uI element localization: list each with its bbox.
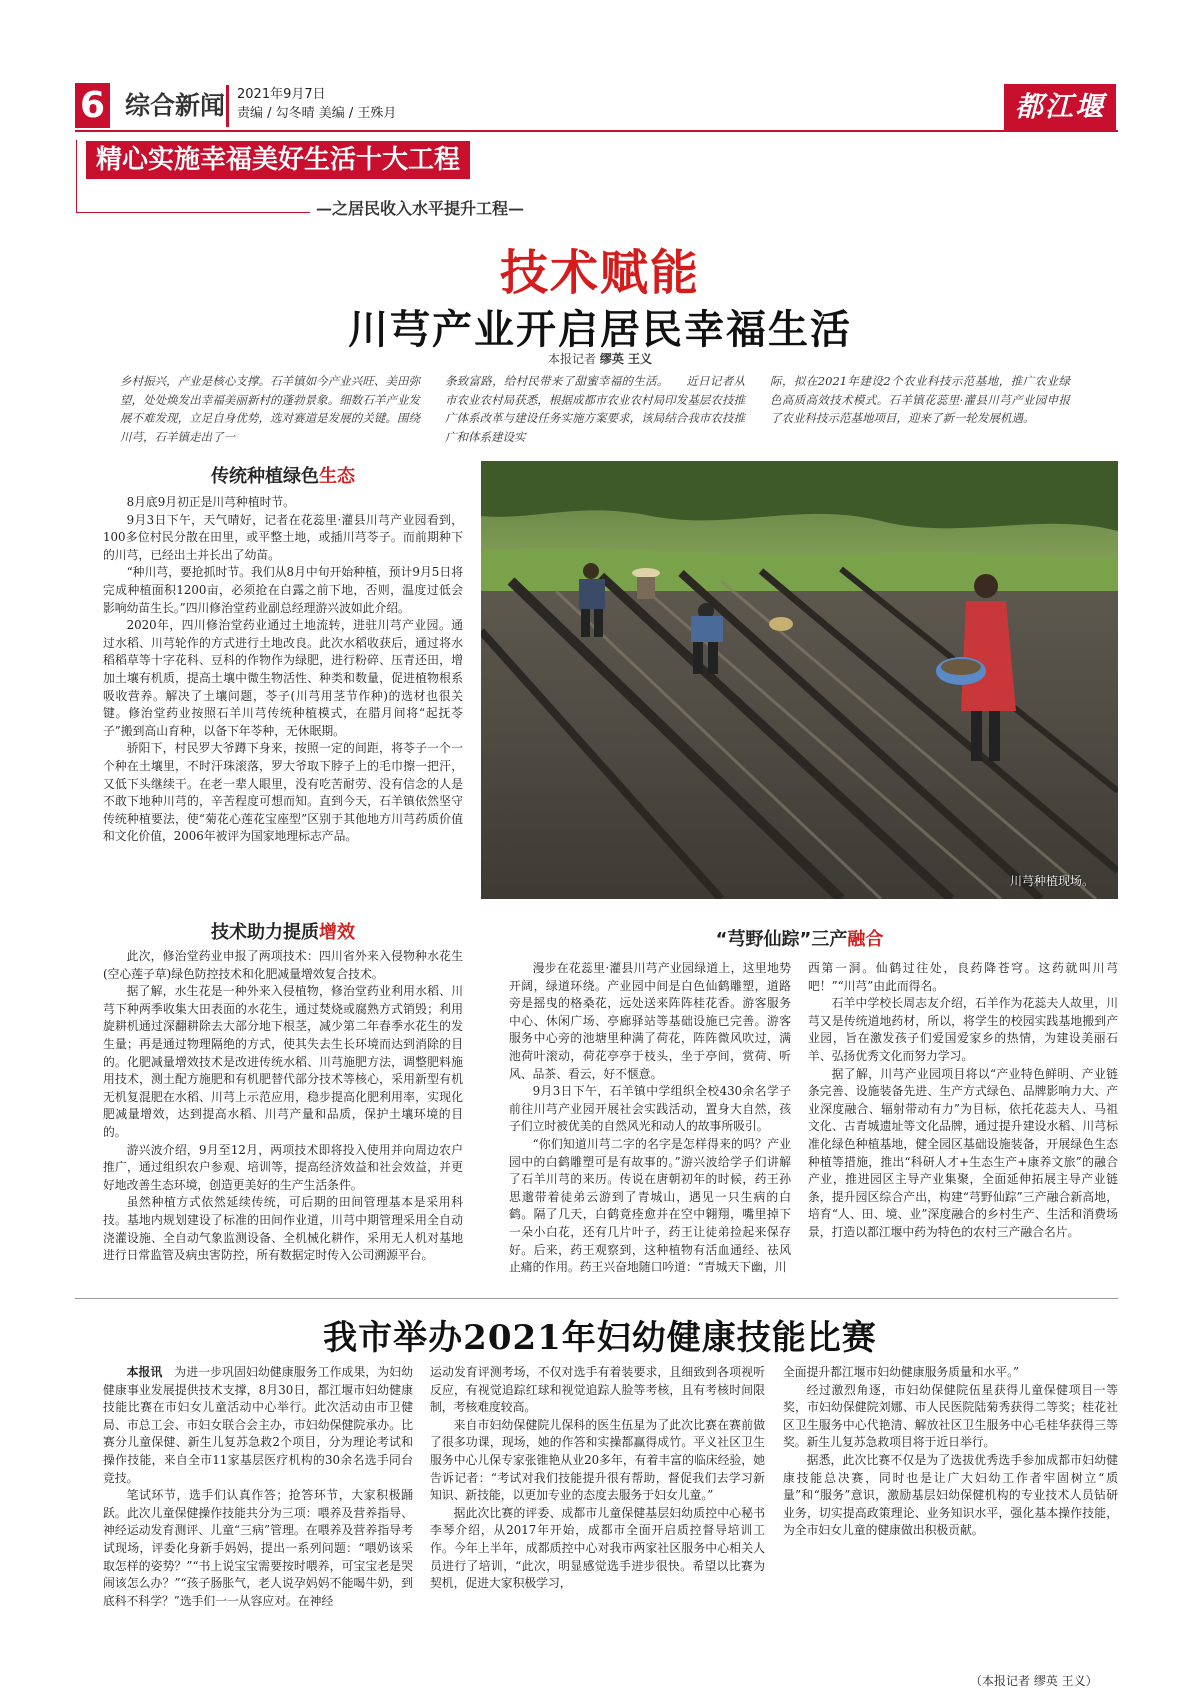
byline-prefix: 本报记者 (547, 352, 596, 366)
paragraph: 石羊中学校长周志友介绍，石羊作为花蕊夫人故里，川芎又是传统道地药材，所以，将学生的校园实践基地搬到产业园，旨在激发孩子们爱国爱家乡的热情，为建设美丽石羊、弘扬优秀文化而努力学习。 (808, 996, 1118, 1063)
paragraph: 据了解，水生花是一种外来入侵植物，修治堂药业利用水稻、川芎下种两季收集大田表面的水花生，通过焚烧或腐熟方式销毁；利用旋耕机通过深翻耕除去大部分地下根茎，减少第二年春季水花生的发生量；再是通过物理隔绝的方式，使其失去生长环境而达到消除的目的。化肥减量增效技术是改进传统水稻、川芎施肥方法，调整肥料施用技术，测土配方施肥和有机肥替代部分技术等核心，采用新型有机无机复混肥在水稻、川芎上示范应用，稳步提高化肥利用率，实现化肥减量增效，达到提高水稻、川芎产量和品质，保护土壤环境的目的。 (103, 984, 463, 1139)
byline-names: 缪英 王义 (599, 352, 653, 366)
article-divider (75, 1298, 1118, 1299)
section-name: 综合新闻 (125, 91, 226, 120)
article2-col-3 (783, 1364, 1118, 1540)
paragraph: 虽然种植方式依然延续传统，可后期的田间管理基本是采用科技。基地内规划建设了标准的田间作业道，川芎中期管理采用全自动浇灌设施、全自动气象监测设备、全机械化耕作，采用无人机对基地进行日常监管及病虫害防控，所有数据定时传入公司溯源平台。 (103, 1195, 463, 1263)
basket (769, 617, 793, 631)
paragraph: 游兴波介绍，9月至12月，两项技术即将投入使用并向周边农户推广，通过组织农户参观、培训等，提高经济效益和社会效益，并更好地改善生态环境，创造更美好的生产生活条件。 (103, 1142, 463, 1192)
newspaper-logo: 都江堰报 (1004, 84, 1116, 130)
series-title: 精心实施幸福美好生活十大工程 (86, 141, 470, 179)
issue-date: 2021年9月7日 (237, 87, 326, 102)
paragraph: 来自市妇幼保健院儿保科的医生伍星为了此次比赛在赛前做了很多功课，现场，她的作答和实操都赢得成竹。平义社区卫生服务中心儿保专家张锥艳从业20多年，有着丰富的临床经验，她告诉记者：“考试对我们技能提升很有帮助，督促我们去学习新知识、新技能，以更加专业的态度去服务于妇女儿童。” (430, 1417, 765, 1503)
article2-byline: （本报记者 缪英 王义） (970, 1674, 1098, 1688)
section-body-integration-col1 (509, 960, 791, 1277)
paragraph: 据悉，此次比赛不仅是为了选拔优秀选手参加成都市妇幼健康技能总决赛，同时也是让广大妇幼工作者牢固树立“质量”和“服务”意识，激励基层妇幼保健机构的专业技术人员钻研业务，切实提高政策理论、业务知识水平，强化基本操作技能，为全市妇女儿童的健康做出积极贡献。 (783, 1452, 1118, 1538)
intro-col-1: 乡村振兴，产业是核心支撑。石羊镇如今产业兴旺、美田弥望，处处焕发出幸福美丽新村的蓬勃景象。细数石羊产业发展不难发现，立足自身优势，选对赛道是发展的关键。围绕川芎，石羊镇走出了一 (120, 374, 420, 445)
paragraph: 漫步在花蕊里·灌县川芎产业园绿道上，这里地势开阔，绿道环绕。产业园中间是白色仙鹤雕塑，道路旁是摇曳的格桑花，远处送来阵阵桂花香。游客服务中心、休闲广场、亭廊驿站等基础设施已完善。游客服务中心旁的池塘里种满了荷花，阵阵微风吹过，满池荷叶滚动，荷花亭亭于枝头，坐于亭间，赏荷、听风、品茶、看云，好不惬意。 (509, 961, 791, 1081)
section-body-tech (103, 948, 463, 1265)
intro-col-2: 条致富路，给村民带来了甜蜜幸福的生活。 近日记者从市农业农村局获悉，根据成都市农业农村局印发基层农技推广体系改革与建设任务实施方案要求，该局结合我市农技推广和体系建设实 (445, 374, 745, 445)
paragraph: 9月3日下午，天气晴好，记者在花蕊里·灌县川芎产业园看到，100多位村民分散在田里，或平整土地，或插川芎苓子。而前期种下的川芎，已经出土并长出了幼苗。 (103, 512, 463, 562)
intro-col-3: 际，拟在2021年建设2个农业科技示范基地，推广农业绿色高质高效技术模式。石羊镇花蕊里·灌县川芎产业园申报了农业科技示范基地项目，迎来了新一轮发展机遇。 (770, 374, 1070, 426)
paragraph: 运动发育评测考场，不仅对选手有着装要求，且细致到各项视听反应，有视觉追踪红球和视觉追踪人脸等考核，且有考核时间限制，考核难度较高。 (430, 1365, 765, 1415)
paragraph: 全面提升都江堰市妇幼健康服务质量和水平。” (783, 1365, 1020, 1379)
section-body-integration-col2 (808, 960, 1118, 1242)
paragraph: 据了解，川芎产业园项目将以“产业特色鲜明、产业链条完善、设施装备先进、生产方式绿色、品牌影响力大、产业深度融合、辐射带动有力”为目标，依托花蕊夫人、马祖文化、古青城遗址等文化品牌，通过提升建设水稻、川芎标准化绿色种植基地，健全园区基础设施装备，开展绿色生态种植等措施，推出“科研人才+生态生产+康养文旅”的融合产业，推进园区主导产业集聚，全面延伸拓展主导产业链条，提升园区综合产出，构建“芎野仙踪”三产融合新高地，培育“人、田、境、业”深度融合的乡村生产、生活和消费场景，打造以都江堰中药为特色的农村三产融合名片。 (808, 1066, 1118, 1239)
series-subtitle: —之居民收入水平提升工程— (310, 196, 530, 219)
section-heading-text: 技术助力提质 (211, 922, 319, 943)
byline (0, 350, 1200, 367)
paragraph: “种川芎，要抢抓时节。我们从8月中旬开始种植，预计9月5日将完成种植面积1200亩，必须抢在白露之前下地，否则，温度过低会影响幼苗生长。”四川修治堂药业副总经理游兴波如此介绍。 (103, 565, 463, 615)
section-body-ecology (103, 494, 463, 846)
header-meta (237, 85, 396, 123)
paragraph: 9月3日下午，石羊镇中学组织全校430余名学子前往川芎产业园开展社会实践活动，置身大自然，孩子们立时被优美的自然风光和动人的故事所吸引。 (509, 1084, 791, 1134)
paragraph: 骄阳下，村民罗大爷蹲下身来，按照一定的间距，将苓子一个一个种在土壤里，不时汗珠滚落，罗大爷取下脖子上的毛巾擦一把汗，又低下头继续干。在老一辈人眼里，没有吃苦耐劳、没有信念的人是不敢下地种川芎的，辛苦程度可想而知。直到今天，石羊镇依然坚守传统种植要法，使“菊花心莲花宝座型”区别于其他地方川芎药质价值和文化价值，2006年被评为国家地理标志产品。 (103, 741, 463, 844)
article2-col-2 (430, 1364, 765, 1593)
photo-caption: 川芎种植现场。 (1010, 874, 1095, 888)
paragraph: 经过激烈角逐，市妇幼保健院伍星获得儿童保健项目一等奖，市妇幼保健院刘娜、市人民医院陆菊秀获得二等奖；桂花社区卫生服务中心代艳清、解放社区卫生服务中心毛桂华获得三等奖。新生儿复苏急救项目将于近日举行。 (783, 1382, 1118, 1450)
section-heading-text: 传统种植绿色 (211, 466, 319, 487)
section-heading-text: “芎野仙踪”三产 (715, 929, 848, 950)
article2-headline: 我市举办2021年妇幼健康技能比赛 (323, 1318, 877, 1358)
section-heading-highlight: 融合 (847, 929, 884, 950)
lead-label: 本报讯 (126, 1365, 163, 1379)
paragraph: 笔试环节，选手们认真作答；抢答环节，大家积极踊跃。此次儿童保健操作技能共分为三项：喂养及营养指导、神经运动发育测评、儿童“三病”管理。在喂养及营养指导考试现场，评委化身新手妈妈，提出一系列问题：“喂奶该采取怎样的姿势？”“书上说宝宝需要按时喂养，可宝宝老是哭闹该怎么办？”“孩子肠胀气，老人说孕妈妈不能喝牛奶，到底科不科学？”选手们一一从容应对。在神经 (103, 1488, 413, 1608)
field-photo-illustration (481, 461, 1118, 899)
section-heading-tech (103, 918, 463, 944)
paragraph: “你们知道川芎二字的名字是怎样得来的吗？产业园中的白鹤雕塑可是有故事的。”游兴波给学子们讲解了石羊川芎的来历。传说在唐朝初年的时候，药王孙思邈带着徒弟云游到了青城山，遇见一只生病的白鹤。隔了几天，白鹤竟痊愈并在空中翱翔，嘴里掉下一朵小白花，还有几片叶子，药王让徒弟捡起来保存好。后来，药王观察到，这种植物有活血通经、祛风止痛的作用。药王兴奋地随口吟道：“青城天下幽，川 (509, 1136, 791, 1275)
paragraph: 此次，修治堂药业申报了两项技术：四川省外来入侵物种水花生(空心莲子草)绿色防控技术和化肥减量增效复合技术。 (103, 949, 463, 981)
header-divider (226, 85, 229, 127)
section-heading-integration (481, 925, 1118, 951)
headline: 川芎产业开启居民幸福生活 (348, 306, 852, 353)
header-rule (75, 130, 1118, 132)
paragraph: 西第一洞。仙鹤过往处，良药降苍穹。这药就叫川芎吧！”“川芎”由此而得名。 (808, 961, 1118, 993)
section-heading-highlight: 生态 (319, 466, 355, 487)
editors: 责编 / 勾冬晴 美编 / 王殊月 (237, 106, 397, 121)
page-number: 6 (75, 83, 110, 128)
paragraph: 8月底9月初正是川芎种植时节。 (126, 495, 295, 509)
section-heading-ecology (103, 462, 463, 488)
field-photo (481, 461, 1118, 899)
paragraph: 据此次比赛的评委、成都市儿童保健基层妇幼质控中心秘书李琴介绍，从2017年开始，成都市全面开启质控督导培训工作。今年上半年，成都质控中心对我市两家社区服务中心相关人员进行了培训，“此次，明显感觉选手进步很快。希望以比赛为契机，促进大家积极学习， (430, 1505, 765, 1591)
section-heading-highlight: 增效 (319, 922, 355, 943)
article2-col-1 (103, 1364, 413, 1610)
paragraph: 为进一步巩固妇幼健康服务工作成果，为妇幼健康事业发展提供技术支撑，8月30日，都江堰市妇幼健康技能比赛在市妇女儿童活动中心举行。此次活动由市卫健局、市总工会、市妇女联合会主办，市妇幼保健院承办。比赛分儿童保健、新生儿复苏急救2个项目，分为理论考试和操作技能，来自全市11家基层医疗机构的30余名选手同台竞技。 (103, 1365, 413, 1485)
headline-kicker: 技术赋能 (499, 245, 700, 301)
paragraph: 2020年，四川修治堂药业通过土地流转，进驻川芎产业园。通过水稻、川芎轮作的方式进行土地改良。此次水稻收获后，通过将水稻稻草等十字花科、豆科的作物作为绿肥，进行粉碎、压青还田，增加土壤有机质，提高土壤中微生物活性、种类和数量，促进植物根系吸收营养。解决了土壤问题，苓子(川芎用茎节作种)的选材也很关键。修治堂药业按照石羊川芎传统种植模式，在腊月间将“起抚苓子”搬到高山育种，以备下年苓种，无休眠期。 (103, 618, 463, 738)
